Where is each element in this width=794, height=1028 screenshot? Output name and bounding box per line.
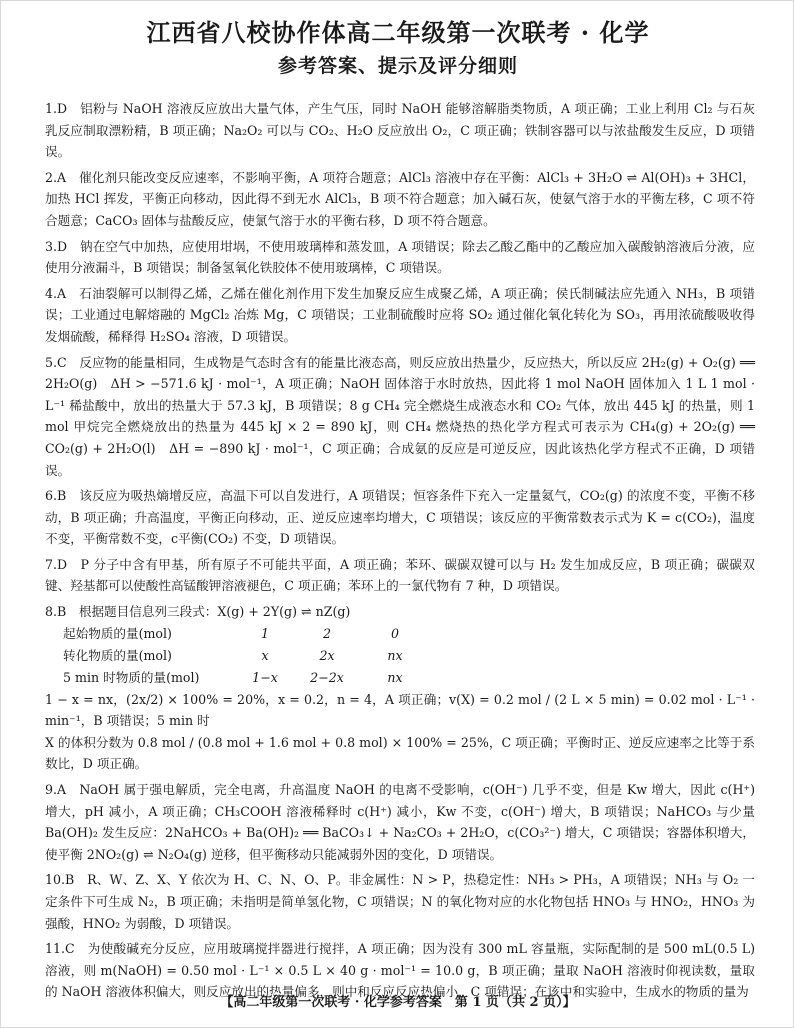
answer-11: 11.C 为使酸碱充分反应，应用玻璃搅拌器进行搅拌，A 项正确；因为没有 300 mL 容量瓶，实际配制的是 500 mL(0.5 L) 溶液，则 m(NaOH) = 0.50 mol · L⁻¹ × 0.5 L × 40 g · mol⁻¹ = 10.0 g，B 项正确；量取 NaOH 溶液时仰视读数，量取的 NaOH 溶液体积偏大，则反应放出的热量偏多，则中和反应反应热偏小，C 项错误；在该中和实验中，生成水的物质的量为 bbox=[45, 941, 755, 1000]
answer-5: 5.C 反应物的能量相同，生成物是气态时含有的能量比液态高，则反应放出热量少，反应热大，所以反应 2H₂(g) + O₂(g) ══ 2H₂O(g) ΔH > −571.6 kJ · mol⁻¹，A 项正确；NaOH 固体溶于水时放热，因此将 1 mol NaOH 固体加入 1 L 1 mol · L⁻¹ 稀盐酸中，放出的热量大于 57.3 kJ，B 项错误；8 g CH₄ 完全燃烧生成液态水和 CO₂ 气体，放出 445 kJ 的热量，则 1 mol 甲烷完全燃烧放出的热量为 445 kJ × 2 = 890 kJ，则 CH₄ 燃烧热的热化学方程式可表示为 CH₄(g) + 2O₂(g) ══ CO₂(g) + 2H₂O(l) ΔH = −890 kJ · mol⁻¹，C 项正确；合成氨的反应是可逆反应，因此该热化学方程式不正确，D 项错误。 bbox=[45, 354, 755, 478]
cell-x: x bbox=[261, 647, 269, 663]
row-label: 起始物质的量(mol) bbox=[63, 625, 172, 641]
answer-3: 3.D 钠在空气中加热，应使用坩埚，不使用玻璃棒和蒸发皿，A 项错误；除去乙酸乙酯中的乙酸应加入碳酸钠溶液后分液，应使用分液漏斗，B 项错误；制备氢氧化铁胶体不使用玻璃棒，C 项错误。 bbox=[45, 238, 755, 276]
answer-7: 7.D P 分子中含有甲基，所有原子不可能共平面，A 项正确；苯环、碳碳双键可以与 H₂ 发生加成反应，B 项正确；碳碳双键、羟基都可以使酸性高锰酸钾溶液褪色，C 项正确；苯环上的一氯代物有 7 种，D 项错误。 bbox=[45, 556, 755, 594]
answer-8-intro: 8.B 根据题目信息列三段式：X(g) + 2Y(g) ⇌ nZ(g) bbox=[45, 604, 351, 620]
cell-x: 1−x bbox=[252, 669, 278, 685]
cell-x: 1 bbox=[260, 625, 269, 641]
cell-z: 0 bbox=[390, 625, 399, 641]
answer-9: 9.A NaOH 属于强电解质，完全电离，升高温度 NaOH 的电离不受影响，c(OH⁻) 几乎不变，但是 Kw 增大，因此 c(H⁺) 增大，pH 减小，A 项正确；CH₃COOH 溶液稀释时 c(H⁺) 减小，Kw 不变，c(OH⁻) 增大，B 项错误；NaHCO₃ 与少量 Ba(OH)₂ 发生反应：2NaHCO₃ + Ba(OH)₂ ══ BaCO₃↓ + Na₂CO₃ + 2H₂O，c(CO₃²⁻) 增大，C 项错误；容器体积增大，使平衡 2NO₂(g) ⇌ N₂O₄(g) 逆移，但平衡移动只能减弱外因的变化，D 项错误。 bbox=[45, 782, 755, 862]
answer-6: 6.B 该反应为吸热熵增反应，高温下可以自发进行，A 项错误；恒容条件下充入一定量氦气，CO₂(g) 的浓度不变，平衡不移动，B 项正确；升高温度，平衡正向移动，正、逆反应速率均增大，C 项错误；该反应的平衡常数表示式为 K = c(CO₂)，温度不变，平衡常数不变，c平衡(CO₂) 不变，D 项错误。 bbox=[45, 488, 755, 547]
cell-z: nx bbox=[387, 669, 403, 685]
answer-list bbox=[45, 98, 755, 1007]
answer-8 bbox=[45, 601, 755, 775]
answer-2: 2.A 催化剂只能改变反应速率，不影响平衡，A 项符合题意；AlCl₃ 溶液中存在平衡：AlCl₃ + 3H₂O ⇌ Al(OH)₃ + 3HCl，加热 HCl 挥发，平衡正向移动，因此得不到无水 AlCl₃，B 项不符合题意；加入碱石灰，使氨气溶于水的平衡左移，C 项不符合题意；CaCO₃ 固体与盐酸反应，使氯气溶于水的平衡右移，D 项不符合题意。 bbox=[45, 169, 755, 228]
answer-10: 10.B R、W、Z、X、Y 依次为 H、C、N、O、P。非金属性：N > P，热稳定性：NH₃ > PH₃，A 项错误；NH₃ 与 O₂ 一定条件下可生成 N₂，B 项正确；未指明是简单氢化物，C 项错误；N 的氧化物对应的水化物包括 HNO₃ 与 HNO₂，HNO₃ 为强酸，HNO₂ 为弱酸，D 项错误。 bbox=[45, 872, 755, 931]
answer-1: 1.D 铝粉与 NaOH 溶液反应放出大量气体，产生气压，同时 NaOH 能够溶解脂类物质，A 项正确；工业上利用 Cl₂ 与石灰乳反应制取漂粉精，B 项正确；Na₂O₂ 可以与 CO₂、H₂O 反应放出 O₂，C 项正确；铁制容器可以与浓盐酸发生反应，D 项错误。 bbox=[45, 101, 755, 160]
cell-y: 2−2x bbox=[310, 669, 344, 685]
table-row bbox=[63, 645, 755, 667]
answer-8-calc-2: X 的体积分数为 0.8 mol / (0.8 mol + 1.6 mol + 0.8 mol) × 100% = 25%，C 项正确；平衡时正、逆反应速率之比等于系数比，D 项正确。 bbox=[45, 734, 755, 772]
page-footer: 【高二年级第一次联考 · 化学参考答案 第 1 页（共 2 页）】 bbox=[220, 995, 576, 1010]
table-row bbox=[63, 667, 755, 689]
row-label: 转化物质的量(mol) bbox=[63, 647, 172, 663]
page-title: 江西省八校协作体高二年级第一次联考 · 化学 bbox=[146, 18, 650, 47]
answer-4: 4.A 石油裂解可以制得乙烯，乙烯在催化剂作用下发生加聚反应生成聚乙烯，A 项正确；侯氏制碱法应先通入 NH₃，B 项错误；工业通过电解熔融的 MgCl₂ 冶炼 Mg，C 项错误；工业制硫酸时应将 SO₂ 通过催化氧化转化为 SO₃，再用浓硫酸吸收得发烟硫酸，稀释得 H₂SO₄ 溶液，D 项错误。 bbox=[45, 285, 755, 344]
page-subtitle: 参考答案、提示及评分细则 bbox=[277, 55, 518, 77]
table-row bbox=[63, 623, 755, 645]
row-label: 5 min 时物质的量(mol) bbox=[63, 669, 200, 685]
three-stage-table bbox=[63, 623, 755, 689]
cell-y: 2 bbox=[322, 625, 331, 641]
cell-z: nx bbox=[387, 647, 403, 663]
cell-y: 2x bbox=[319, 647, 335, 663]
answer-8-calc-1: 1 − x = nx，(2x/2) × 100% = 20%，x = 0.2，n = 4，A 项正确；v(X) = 0.2 mol / (2 L × 5 min) = 0.02 mol · L⁻¹ · min⁻¹，B 项错误；5 min 时 bbox=[45, 691, 755, 729]
